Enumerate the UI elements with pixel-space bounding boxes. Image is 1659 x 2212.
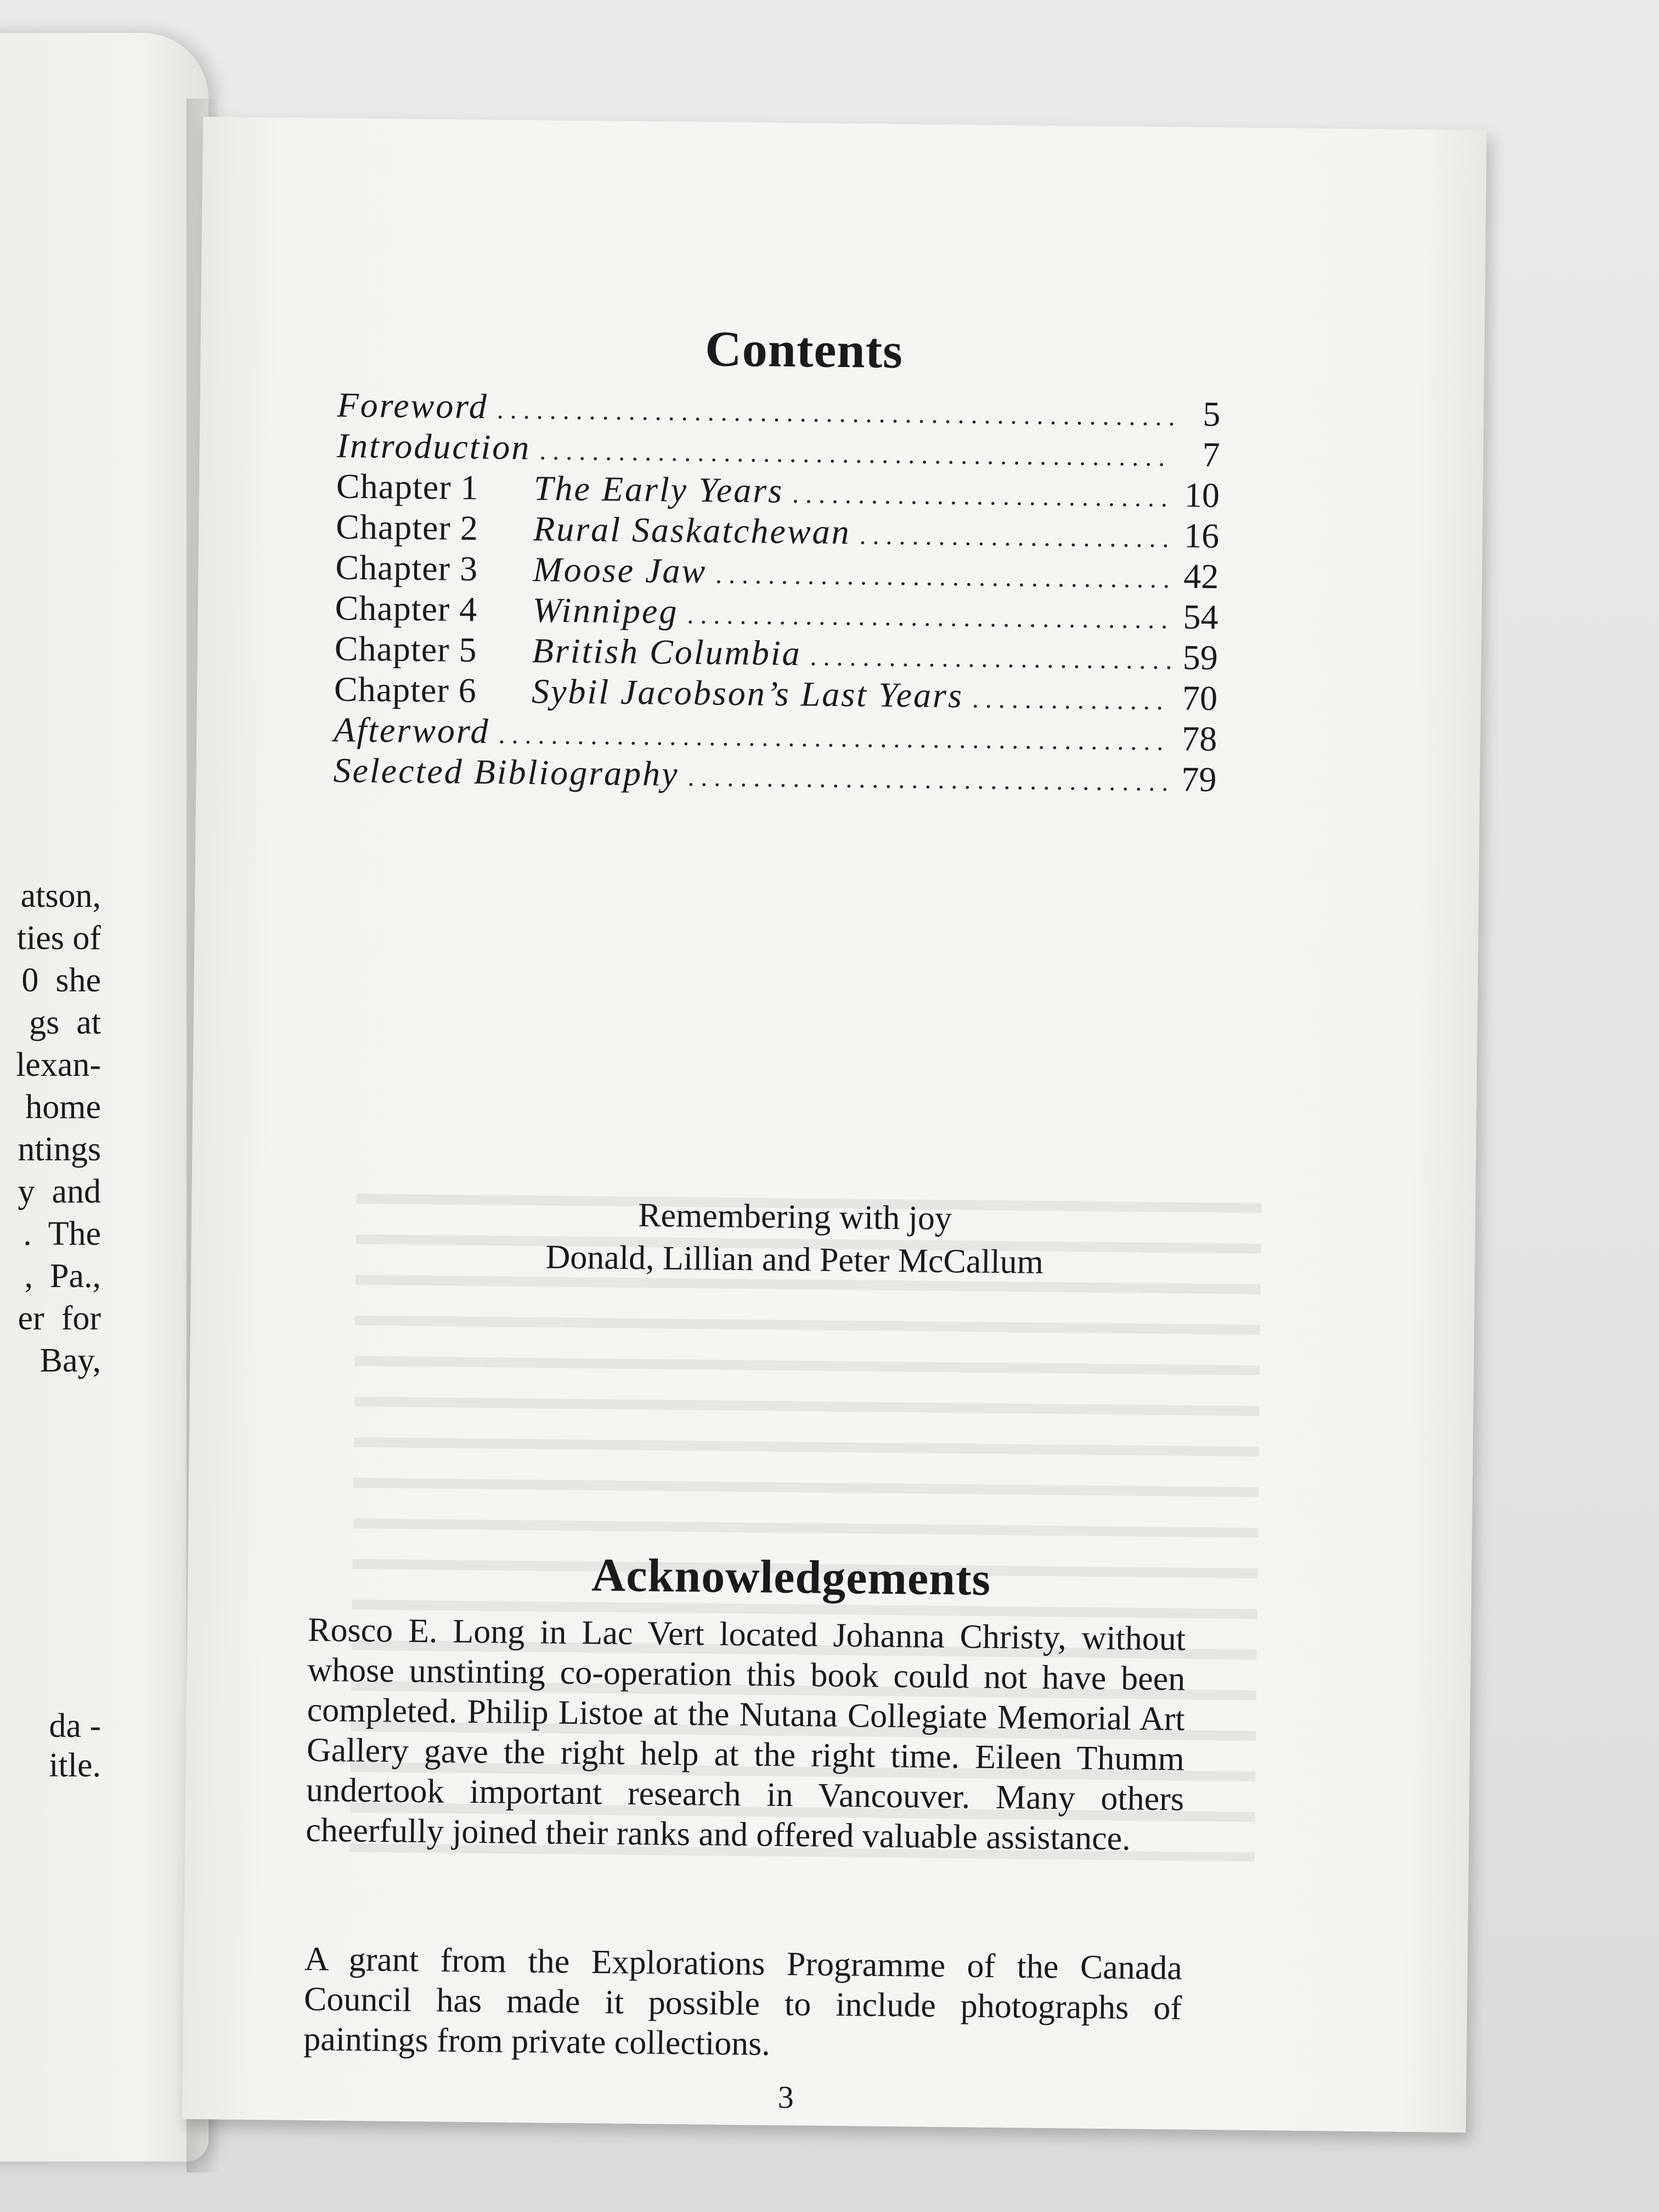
toc-entry-title: Afterword bbox=[334, 710, 490, 751]
left-page-fragment: , Pa., bbox=[24, 1257, 101, 1295]
toc-page-number: 5 bbox=[1203, 394, 1221, 434]
toc-entry-title: Moose Jaw bbox=[533, 550, 707, 591]
contents-heading: Contents bbox=[704, 320, 904, 379]
toc-page-number: 54 bbox=[1183, 597, 1218, 637]
left-page-fragment: 0 she bbox=[21, 962, 101, 999]
toc-page-number: 16 bbox=[1183, 516, 1220, 556]
toc-entry-title: Rural Saskatchewan bbox=[533, 509, 851, 552]
left-page-fragment: . The bbox=[23, 1215, 101, 1252]
page-content bbox=[303, 315, 1298, 2115]
book-page bbox=[182, 117, 1487, 2132]
toc-entry-title: Sybil Jacobson’s Last Years bbox=[531, 672, 964, 715]
toc-entry-title: Introduction bbox=[336, 426, 531, 467]
left-page-fragment: y and bbox=[18, 1173, 101, 1210]
left-page-fragment: home bbox=[16, 1088, 101, 1126]
left-page-fragment: itle. bbox=[49, 1747, 101, 1784]
toc-leader-dots bbox=[687, 757, 1170, 803]
acknowledgements-paragraph: Rosco E. Long in Lac Vert located Johanna Christy, without whose unstinting co-operation this book could not have been completed. Philip Listoe at the Nutana Collegiate Memorial Art Gallery gave the right help at the right time. Eileen Thumm undertook important research in Vancouver. Many others cheerfully joined their ranks and offered valuable assistance. bbox=[306, 1611, 1186, 1858]
toc-chapter-label: Chapter 4 bbox=[335, 588, 478, 629]
left-page-fragment: atson, bbox=[20, 877, 101, 915]
table-of-contents bbox=[333, 385, 1221, 800]
left-page-fragment: Bay, bbox=[31, 1342, 101, 1379]
toc-page-number: 78 bbox=[1181, 719, 1217, 759]
toc-entry-title: Selected Bibliography bbox=[333, 751, 679, 793]
dedication-line: Remembering with joy bbox=[637, 1197, 952, 1238]
dedication bbox=[301, 1190, 1289, 1286]
toc-entry-title: Winnipeg bbox=[532, 590, 679, 631]
toc-page-number: 79 bbox=[1181, 759, 1217, 799]
toc-leader-dots bbox=[715, 555, 1172, 600]
toc-chapter-label: Chapter 6 bbox=[334, 669, 477, 710]
toc-page-number: 42 bbox=[1183, 556, 1219, 596]
page-number: 3 bbox=[777, 2079, 794, 2115]
left-page bbox=[0, 33, 208, 2162]
toc-page-number: 7 bbox=[1202, 435, 1221, 475]
left-page-fragment: gs at bbox=[29, 1004, 101, 1041]
toc-page-number: 59 bbox=[1182, 637, 1218, 678]
left-page-fragment: er for bbox=[18, 1300, 101, 1337]
toc-page-number: 10 bbox=[1184, 475, 1220, 515]
left-page-fragment: da - bbox=[49, 1707, 101, 1745]
toc-chapter-label: Chapter 2 bbox=[335, 507, 479, 548]
toc-entry-title: Foreword bbox=[337, 385, 489, 426]
toc-leader-dots bbox=[496, 390, 1173, 437]
toc-entry-title: British Columbia bbox=[532, 631, 802, 673]
toc-chapter-label: Chapter 5 bbox=[334, 629, 477, 670]
toc-page-number: 70 bbox=[1182, 678, 1218, 718]
left-page-fragment: lexan- bbox=[16, 1046, 101, 1084]
left-page-fragment: ties of bbox=[16, 919, 101, 957]
toc-chapter-label: Chapter 3 bbox=[335, 548, 478, 589]
toc-leader-dots bbox=[972, 679, 1171, 721]
acknowledgements-paragraph: A grant from the Explorations Programme of the Canada Council has made it possible to include photographs of paintings from private collections. bbox=[303, 1940, 1183, 2063]
left-page-fragment: ntings bbox=[18, 1131, 101, 1168]
toc-chapter-label: Chapter 1 bbox=[336, 466, 479, 507]
acknowledgements-heading: Acknowledgements bbox=[591, 1548, 991, 1605]
dedication-line: Donald, Lillian and Peter McCallum bbox=[545, 1238, 1044, 1281]
toc-entry-title: The Early Years bbox=[533, 469, 784, 510]
toc-leader-dots bbox=[859, 515, 1172, 559]
